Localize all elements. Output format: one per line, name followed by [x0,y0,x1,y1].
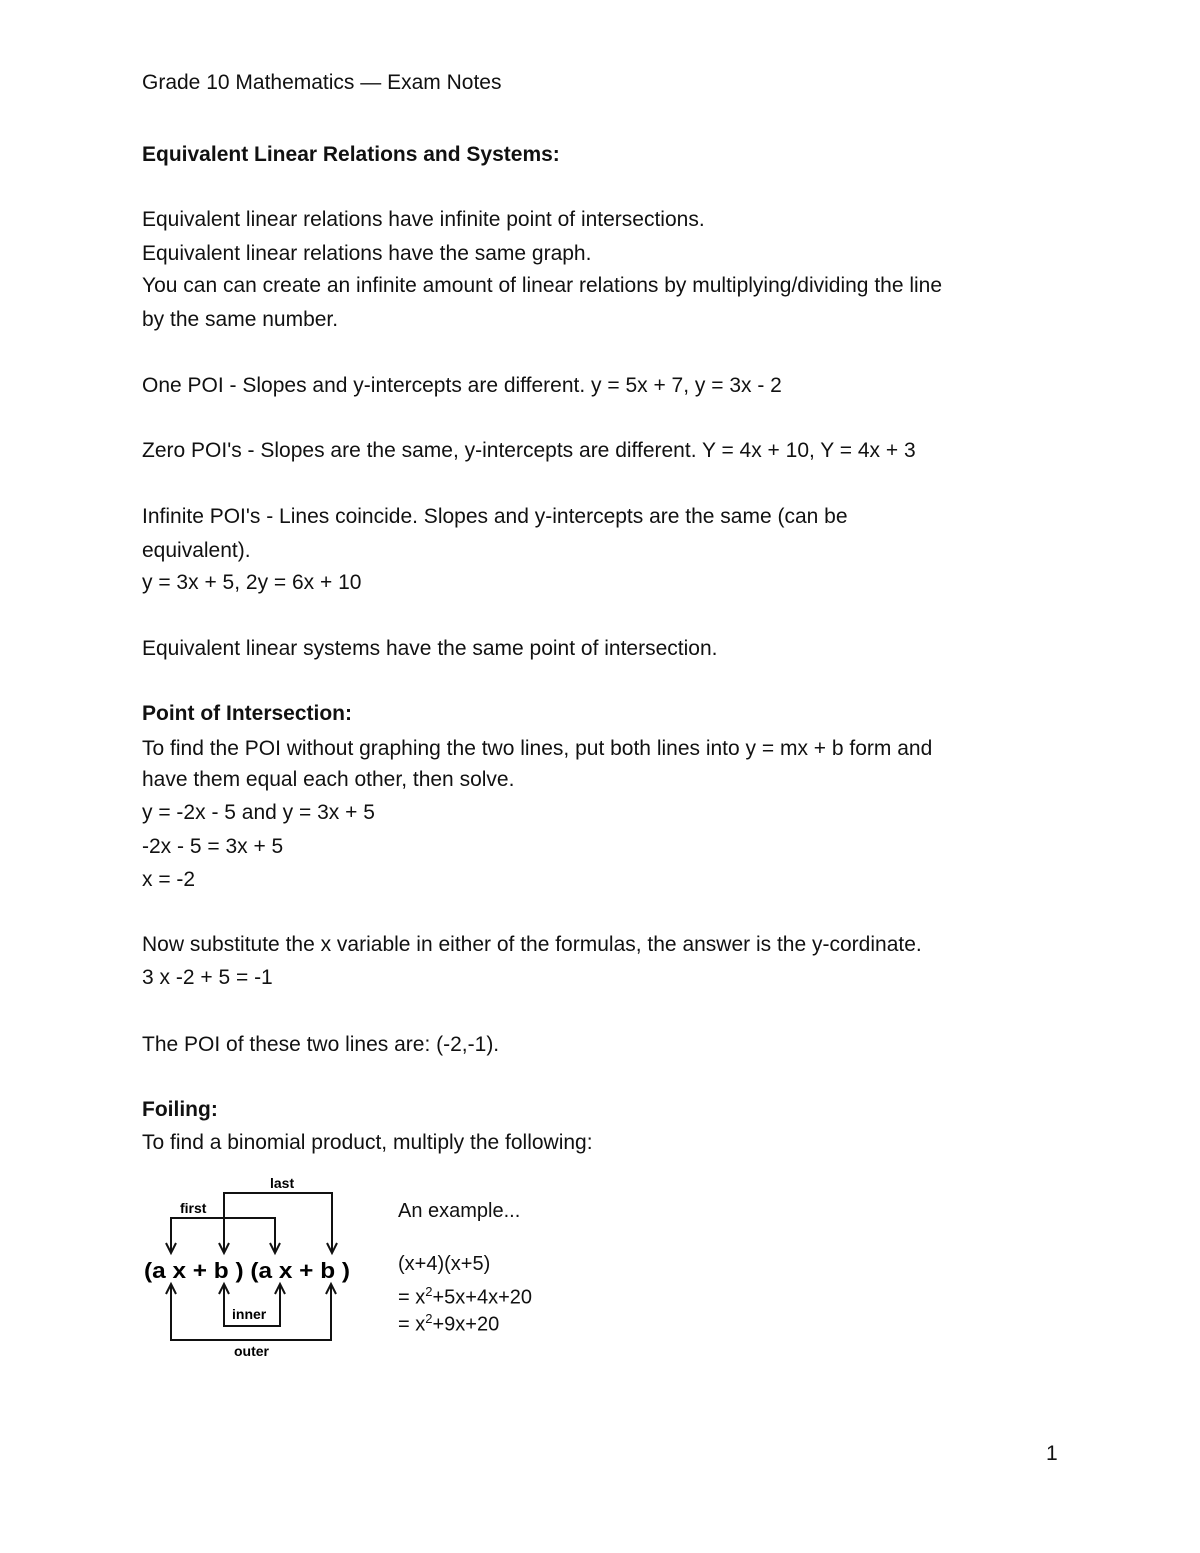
equation-line: 3 x -2 + 5 = -1 [142,966,273,989]
text-line: Equivalent linear relations have the same graph. [142,242,592,265]
section-heading-point-of-intersection: Point of Intersection: [142,702,352,725]
example-step [398,1305,499,1339]
exponent: 2 [425,1311,433,1326]
example-title: An example... [398,1200,521,1222]
step-text: = x [398,1286,426,1309]
text-line: Equivalent linear systems have the same point of intersection. [142,637,718,660]
text-line: Equivalent linear relations have infinite point of intersections. [142,208,705,231]
equation-line: y = -2x - 5 and y = 3x + 5 [142,801,375,824]
equation-line: x = -2 [142,868,196,891]
text-line: have them equal each other, then solve. [142,768,515,791]
text-line: by the same number. [142,308,339,331]
label-last: last [270,1175,295,1191]
step-text: = x [398,1313,426,1336]
infinite-poi-line: Infinite POI's - Lines coincide. Slopes and y-intercepts are the same (can be [142,505,848,528]
one-poi-line: One POI - Slopes and y-intercepts are different. y = 5x + 7, y = 3x - 2 [142,374,782,397]
equation-line: -2x - 5 = 3x + 5 [142,835,284,858]
section-heading-foiling: Foiling: [142,1098,218,1121]
text-line: To find the POI without graphing the two lines, put both lines into y = mx + b form and [142,737,933,760]
foil-expression: (a x + b ) (a x + b ) [144,1258,350,1283]
foil-diagram [136,1168,366,1368]
label-inner: inner [232,1306,267,1322]
document-header: Grade 10 Mathematics — Exam Notes [142,71,502,94]
zero-poi-line: Zero POI's - Slopes are the same, y-intercepts are different. Y = 4x + 10, Y = 4x + 3 [142,439,916,462]
label-first: first [180,1200,207,1216]
example-step: (x+4)(x+5) [398,1253,491,1275]
text-line: Now substitute the x variable in either of the formulas, the answer is the y-cordinate. [142,933,922,956]
exponent: 2 [425,1284,433,1299]
text-line: You can can create an infinite amount of linear relations by multiplying/dividing the line [142,274,943,297]
last-bracket [224,1193,332,1251]
infinite-poi-line: equivalent). [142,539,251,562]
text-line: To find a binomial product, multiply the following: [142,1131,593,1154]
label-outer: outer [234,1343,269,1359]
infinite-poi-example: y = 3x + 5, 2y = 6x + 10 [142,571,362,594]
step-text: +5x+4x+20 [432,1286,533,1309]
step-text: +9x+20 [432,1313,500,1336]
page-number: 1 [1046,1442,1058,1465]
section-heading-equivalent-relations: Equivalent Linear Relations and Systems: [142,143,560,166]
text-line: The POI of these two lines are: (-2,-1). [142,1033,500,1056]
